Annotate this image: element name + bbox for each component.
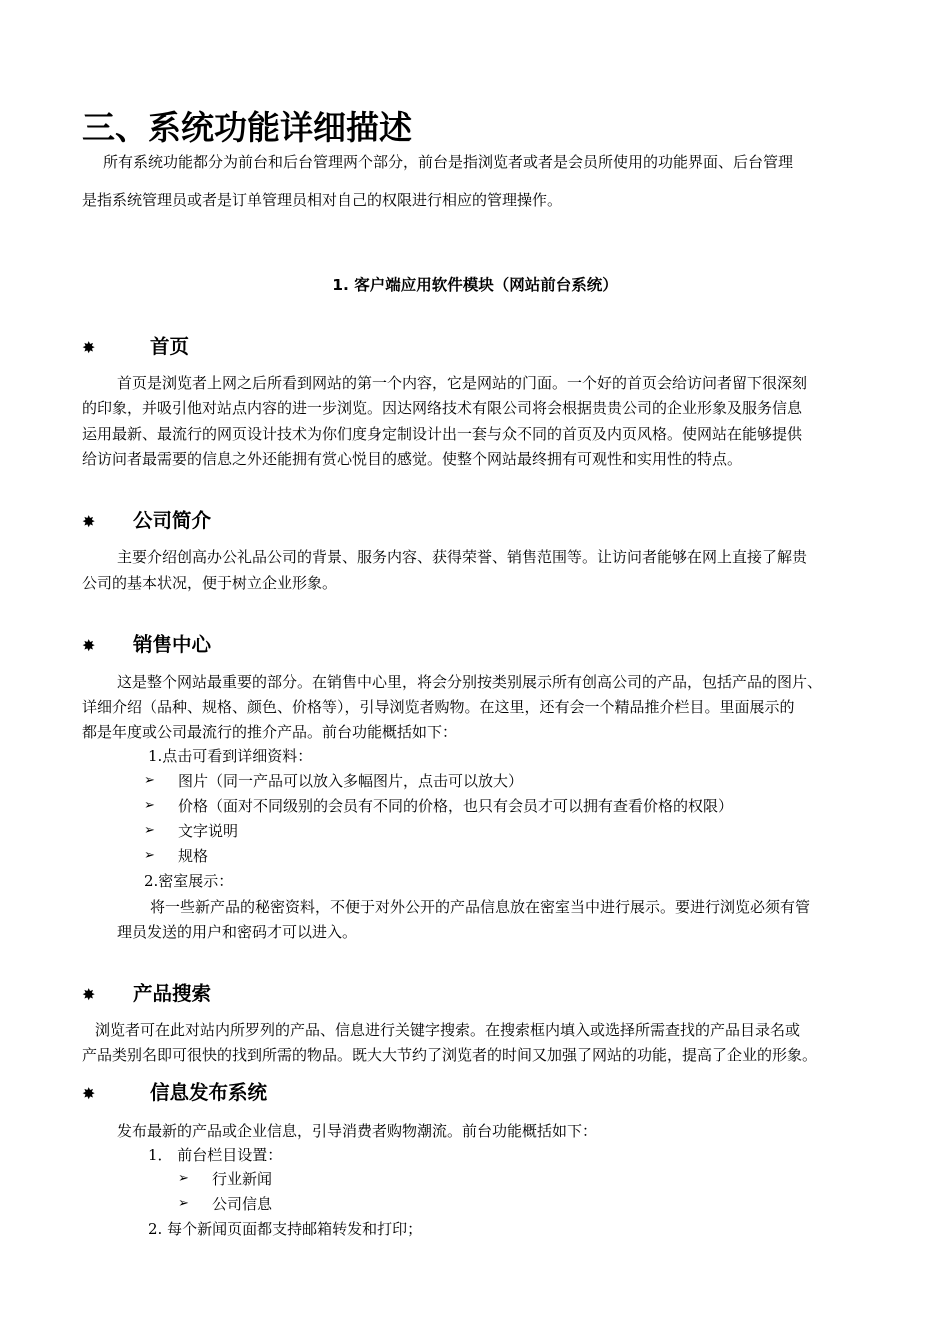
list-item-heading: 2. 每个新闻页面都支持邮箱转发和打印； [148,1220,423,1238]
paragraph-line: 运用最新、最流行的网页设计技术为你们度身定制设计出一套与众不同的首页及内页风格。使网站在能够提供 [82,425,803,443]
starburst-bullet-icon: ✸ [82,985,96,1004]
module-subtitle: 1. 客户端应用软件模块（网站前台系统） [332,276,618,294]
arrow-bullet-icon: ➢ [144,798,155,813]
starburst-bullet-icon: ✸ [82,512,96,531]
intro-line: 是指系统管理员或者是订单管理员相对自己的权限进行相应的管理操作。 [82,191,563,209]
list-item: 公司信息 [212,1195,273,1213]
list-item: 图片（同一产品可以放入多幅图片，点击可以放大） [178,772,524,790]
intro-line: 所有系统功能都分为前台和后台管理两个部分，前台是指浏览者或者是会员所使用的功能界面、后台管理 [103,153,794,171]
section-title-news: 信息发布系统 [150,1081,268,1104]
arrow-bullet-icon: ➢ [178,1171,189,1186]
paragraph-line: 都是年度或公司最流行的推介产品。前台功能概括如下： [82,723,458,741]
starburst-bullet-icon: ✸ [82,338,96,357]
page-title: 三、系统功能详细描述 [82,108,412,147]
paragraph-line: 的印象，并吸引他对站点内容的进一步浏览。因达网络技术有限公司将会根据贵贵公司的企业形象及服务信息 [82,399,803,417]
paragraph-line: 主要介绍创高办公礼品公司的背景、服务内容、获得荣誉、销售范围等。让访问者能够在网上直接了解贵 [117,548,808,566]
arrow-bullet-icon: ➢ [144,848,155,863]
starburst-bullet-icon: ✸ [82,1084,96,1103]
list-item: 价格（面对不同级别的会员有不同的价格，也只有会员才可以拥有查看价格的权限） [178,797,734,815]
paragraph-line: 理员发送的用户和密码才可以进入。 [117,923,358,941]
section-title-sales: 销售中心 [133,633,212,656]
arrow-bullet-icon: ➢ [144,773,155,788]
list-item: 规格 [178,847,209,865]
paragraph-line: 公司的基本状况，便于树立企业形象。 [82,574,338,592]
paragraph-line: 这是整个网站最重要的部分。在销售中心里，将会分别按类别展示所有创高公司的产品，包括产品的图片、 [117,673,823,691]
paragraph-line: 浏览者可在此对站内所罗列的产品、信息进行关键字搜索。在搜索框内填入或选择所需查找的产品目录名或 [95,1021,801,1039]
list-item-heading: 1.点击可看到详细资料： [148,747,313,765]
list-item-heading: 2.密室展示： [144,872,234,890]
paragraph-line: 发布最新的产品或企业信息，引导消费者购物潮流。前台功能概括如下： [117,1122,598,1140]
paragraph-line: 产品类别名即可很快的找到所需的物品。既大大节约了浏览者的时间又加强了网站的功能，提高了企业的形象。 [82,1046,818,1064]
paragraph-line: 将一些新产品的秘密资料，不便于对外公开的产品信息放在密室当中进行展示。要进行浏览必须有管 [150,898,811,916]
section-title-home: 首页 [150,335,190,358]
paragraph-line: 给访问者最需要的信息之外还能拥有赏心悦目的感觉。使整个网站最终拥有可观性和实用性的特点。 [82,450,743,468]
arrow-bullet-icon: ➢ [178,1196,189,1211]
list-item-heading: 1． 前台栏目设置： [148,1146,283,1164]
list-item: 行业新闻 [212,1170,273,1188]
section-title-search: 产品搜索 [133,982,212,1005]
paragraph-line: 详细介绍（品种、规格、颜色、价格等），引导浏览者购物。在这里，还有会一个精品推介栏目。里面展示的 [82,698,795,716]
list-item: 文字说明 [178,822,239,840]
starburst-bullet-icon: ✸ [82,636,96,655]
arrow-bullet-icon: ➢ [144,823,155,838]
paragraph-line: 首页是浏览者上网之后所看到网站的第一个内容，它是网站的门面。一个好的首页会给访问者留下很深刻 [117,374,808,392]
section-title-company: 公司简介 [133,509,212,532]
